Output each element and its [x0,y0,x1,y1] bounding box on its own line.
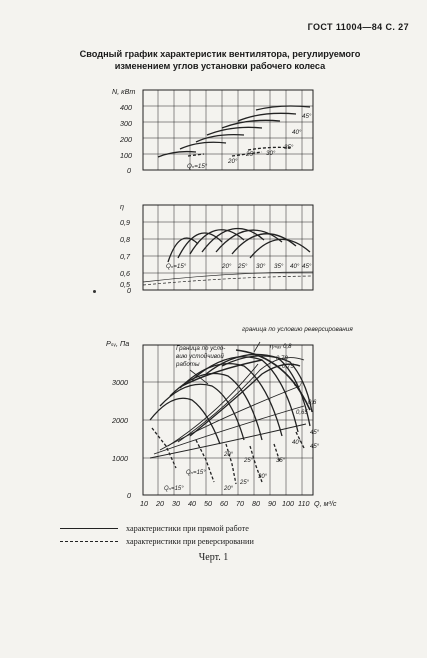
p-rev-25 [226,444,236,484]
x-tick-70: 70 [236,499,244,508]
eff-label-20: 20° [222,263,232,270]
p-label-35: 35° [276,458,286,464]
eff-rev-curve-2 [143,276,313,285]
legend-solid-text: характеристики при прямой работе [126,524,249,533]
stability-label-3: работы [176,361,200,368]
power-label-30: 30° [266,150,276,157]
power-ytick-200: 200 [120,135,132,144]
pressure-ytick-3000: 3000 [112,378,128,387]
power-ytick-0: 0 [127,166,131,175]
x-tick-10: 10 [140,499,148,508]
eff-label-30: 30° [256,263,266,270]
figure-title-line-2: изменением углов установки рабочего колеса [114,61,326,71]
eff-label-15: Qₙ=15° [166,263,187,270]
eff-curves [143,228,313,285]
x-tick-100: 100 [282,499,294,508]
eff-label-35: 35° [274,263,284,270]
power-curve-25 [196,135,244,142]
reverse-leader [254,342,260,352]
p-label-40: 40° [292,440,302,446]
eff-frame [143,205,313,290]
p-label-45b: 45° [310,444,320,450]
x-tick-90: 90 [268,499,276,508]
x-tick-60: 60 [220,499,228,508]
eta-07-label: 0,7 [294,382,303,388]
p-label-25: 25° [240,480,250,486]
eta-06-label: 0,6 [308,400,317,406]
legend-dashed [60,537,390,546]
eff-curve-40 [232,234,296,254]
eff-label-25: 25° [238,263,248,270]
power-label-15: Qₙ=15° [187,163,208,170]
eff-ytick-0: 0 [127,286,131,295]
pressure-ytick-0: 0 [127,491,131,500]
eta-065-label: 0,65 [296,410,308,416]
figure-caption: Черт. 1 [198,552,229,563]
eff-label-40: 40° [290,263,300,270]
power-label-40: 40° [292,129,302,136]
power-ylabel: N, кВт [112,87,136,96]
legend-solid [60,524,390,533]
eff-ytick-06: 0,6 [120,269,130,278]
figure-title-line-1: Сводный график характеристик вентилятора, регулируемого [79,49,361,59]
p-label-15a: Qₙ=15° [186,470,206,476]
p-label-15b: Qₙ=15° [164,486,184,492]
power-rev-1 [188,154,204,156]
x-tick-40: 40 [188,499,196,508]
x-axis-label: Q, м³/с [314,499,337,508]
power-label-35: 35° [284,144,294,151]
stray-dot [93,290,96,293]
p-label-25b: 25° [244,458,254,464]
reverse-boundary [236,350,310,410]
power-label-25: 25° [246,151,256,158]
pressure-ytick-2000: 2000 [112,416,128,425]
power-curve-20 [180,142,226,149]
x-tick-20: 20 [156,499,164,508]
x-tick-80: 80 [252,499,260,508]
stability-label-1: Граница по усло- [176,345,226,352]
eff-ytick-05: 0,5 [120,280,130,289]
eta-075-label: 0,75 [282,364,294,370]
power-ytick-300: 300 [120,119,132,128]
eta-max-label: ηₘₐₓ 0,8 [270,344,292,350]
eff-ytick-08: 0,8 [120,235,130,244]
p-label-20b: 20° [224,452,234,458]
x-tick-110: 110 [298,499,310,508]
x-tick-50: 50 [204,499,212,508]
eff-curve-20 [178,233,222,258]
power-label-45: 45° [302,113,312,120]
eff-rev-curve-1 [143,272,313,282]
stability-label-2: вию устойчивой [176,353,224,360]
pressure-ytick-1000: 1000 [112,454,128,463]
p-label-30: 30° [258,474,268,480]
power-ytick-100: 100 [120,151,132,160]
legend-solid-line [60,528,118,529]
eff-ytick-07: 0,7 [120,252,130,261]
reverse-boundary-label: граница по условию реверсирования [242,326,353,333]
p-label-20: 20° [224,486,234,492]
legend-dashed-line [60,541,118,542]
eff-ylabel: η [120,202,124,211]
eff-grid [143,205,313,290]
power-label-20: 20° [228,158,238,165]
pressure-ylabel: Pₛᵥ, Па [106,339,130,348]
eta-078-label: 0,78 [276,356,288,362]
eff-label-45: 45° [302,263,312,270]
p-label-45: 45° [310,430,320,436]
eff-ytick-09: 0,9 [120,218,130,227]
x-tick-30: 30 [172,499,180,508]
legend-dashed-text: характеристики при реверсировании [126,537,254,546]
page-header: ГОСТ 11004—84 С. 27 [307,22,409,32]
eff-curve-45 [250,239,310,258]
power-ytick-400: 400 [120,103,132,112]
